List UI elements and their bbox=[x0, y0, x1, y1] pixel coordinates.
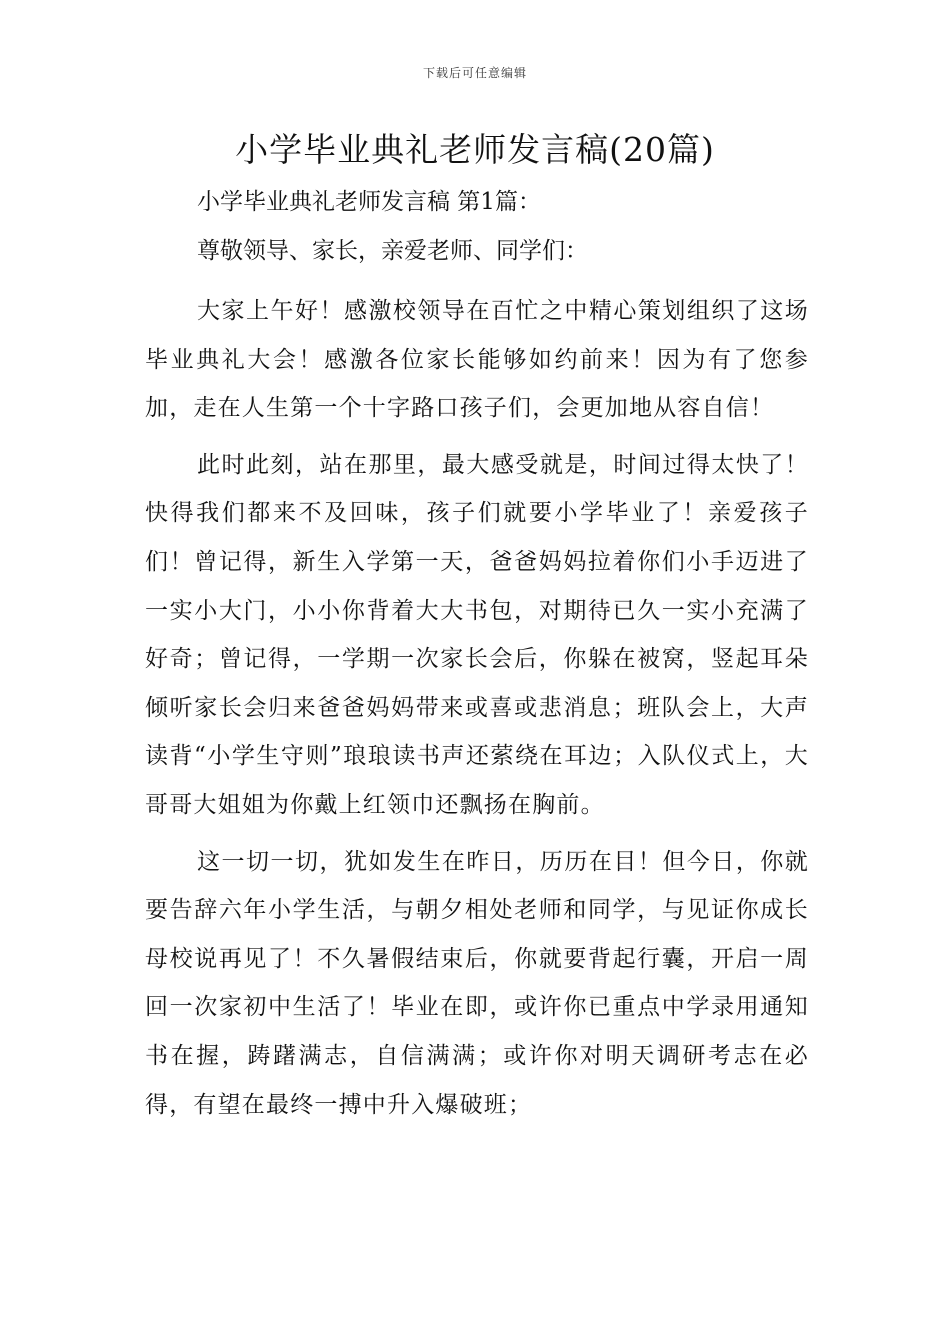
section-heading: 小学毕业典礼老师发言稿 第1篇： bbox=[197, 189, 541, 215]
greeting: 尊敬领导、家长，亲爱老师、同学们： bbox=[197, 238, 588, 264]
paragraph-1: 大家上午好！感激校领导在百忙之中精心策划组织了这场毕业典礼大会！感激各位家长能够如约前来！因为有了您参加，走在人生第一个十字路口孩子们，会更加地从容自信！ bbox=[145, 298, 809, 422]
header-note: 下载后可任意编辑 bbox=[422, 66, 527, 80]
paragraph-3: 这一切一切，犹如发生在昨日，历历在目！但今日，你就要告辞六年小学生活，与朝夕相处老师和同学，与见证你成长母校说再见了！不久暑假结束后，你就要背起行囊，开启一周回一次家初中生活了！毕业在即，或许你已重点中学录用通知书在握，踌躇满志，自信满满；或许你对明天调研考志在必得，有望在最终一搏中升入爆破班； bbox=[145, 848, 809, 1118]
document-body bbox=[145, 180, 809, 1129]
paragraph-2: 此时此刻，站在那里，最大感受就是，时间过得太快了！快得我们都来不及回味，孩子们就要小学毕业了！亲爱孩子们！曾记得，新生入学第一天，爸爸妈妈拉着你们小手迈进了一实小大门，小小你背着大大书包，对期待已久一实小充满了好奇；曾记得，一学期一次家长会后，你躲在被窝，竖起耳朵倾听家长会归来爸爸妈妈带来或喜或悲消息；班队会上，大声读背“小学生守则”琅琅读书声还萦绕在耳边；入队仪式上，大哥哥大姐姐为你戴上红领巾还飘扬在胸前。 bbox=[145, 451, 809, 818]
document-title: 小学毕业典礼老师发言稿(20篇) bbox=[235, 130, 715, 169]
